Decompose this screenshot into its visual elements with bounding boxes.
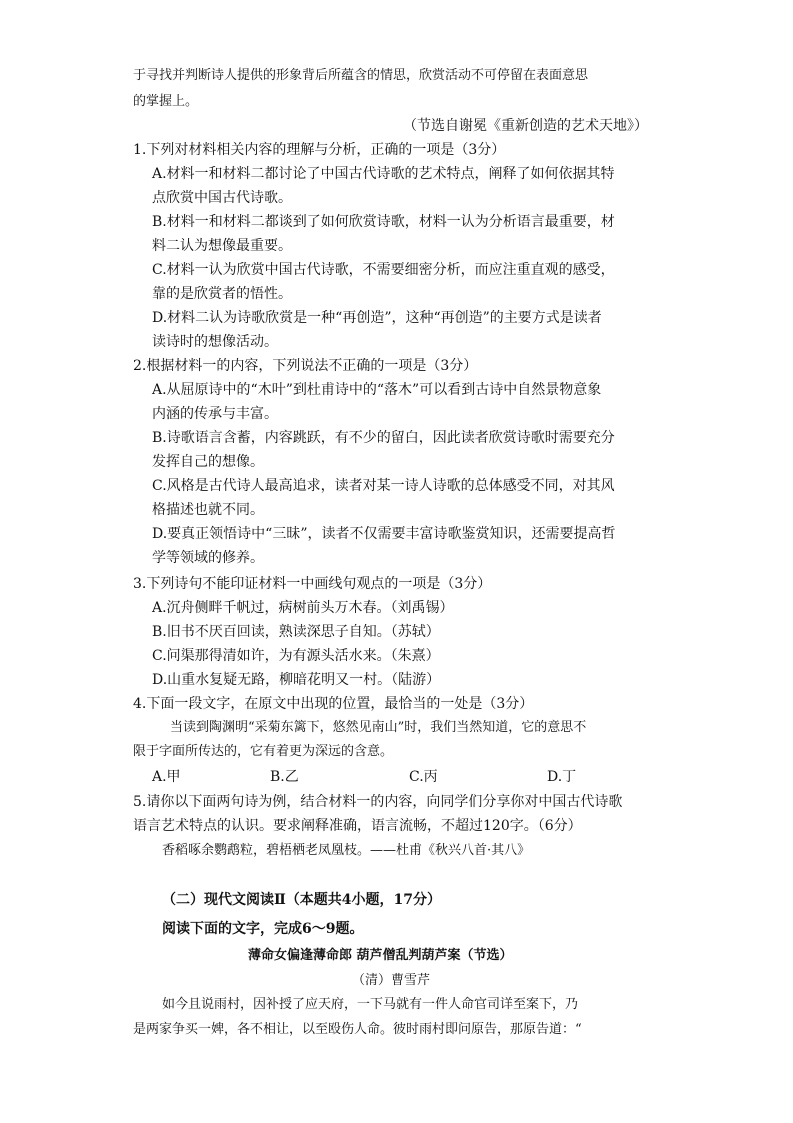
passage-author: （清）曹雪芹 — [352, 973, 431, 988]
q2-stem: 2.根据材料一的内容，下列说法不正确的一项是（3分） — [133, 358, 478, 374]
q2-option-b-cont: 发挥自己的想像。 — [152, 454, 264, 470]
section-instruction: 阅读下面的文字，完成6～9题。 — [162, 921, 364, 937]
q5-stem-cont: 语言艺术特点的认识。要求阐释准确，语言流畅，不超过120字。（6分） — [133, 818, 582, 834]
q4-stem: 4.下面一段文字，在原文中出现的位置，最恰当的一处是（3分） — [133, 696, 534, 712]
q4-quote-line-1: 当读到陶渊明“采菊东篱下，悠然见南山”时，我们当然知道，它的意思不 — [170, 720, 587, 735]
q1-option-c: C.材料一认为欣赏中国古代诗歌，不需要细密分析，而应注重直观的感受， — [152, 262, 615, 278]
q4-option-c: C.丙 — [409, 769, 438, 785]
q2-option-b: B.诗歌语言含蓄，内容跳跃，有不少的留白，因此读者欣赏诗歌时需要充分 — [152, 430, 615, 446]
q1-stem: 1.下列对材料相关内容的理解与分析，正确的一项是（3分） — [133, 142, 506, 158]
q2-option-c: C.风格是古代诗人最高追求，读者对某一诗人诗歌的总体感受不同，对其风 — [152, 478, 615, 494]
intro-line-1: 于寻找并判断诗人提供的形象背后所蕴含的情思，欣赏活动不可停留在表面意思 — [133, 68, 589, 83]
passage-para-line-2: 是两家争买一婢，各不相让，以至殴伤人命。彼时雨村即问原告，那原告道：“ — [133, 1022, 582, 1037]
q2-option-a-cont: 内涵的传承与丰富。 — [152, 406, 278, 422]
q2-option-d-cont: 学等领域的修养。 — [152, 550, 264, 566]
q1-option-b-cont: 料二认为想像最重要。 — [152, 238, 292, 254]
q4-option-a: A.甲 — [152, 769, 181, 785]
section-heading: （二）现代文阅读Ⅱ（本题共4小题，17分） — [162, 892, 442, 908]
q3-option-a: A.沉舟侧畔千帆过，病树前头万木春。（刘禹锡） — [152, 600, 454, 616]
q4-option-b: B.乙 — [270, 769, 299, 785]
q1-option-c-cont: 靠的是欣赏者的悟性。 — [152, 286, 292, 302]
q3-option-d: D.山重水复疑无路，柳暗花明又一村。（陆游） — [152, 672, 441, 688]
q1-option-a-cont: 点欣赏中国古代诗歌。 — [152, 190, 292, 206]
q2-option-a: A.从屈原诗中的“木叶”到杜甫诗中的“落木”可以看到古诗中自然景物意象 — [152, 382, 602, 398]
intro-line-2: 的掌握上。 — [133, 94, 199, 109]
q1-option-a: A.材料一和材料二都讨论了中国古代诗歌的艺术特点，阐释了如何依据其特 — [152, 166, 615, 182]
q2-option-d: D.要真正领悟诗中“三昧”，读者不仅需要丰富诗歌鉴赏知识，还需要提高哲 — [152, 526, 616, 542]
q2-option-c-cont: 格描述也就不同。 — [152, 502, 264, 518]
q4-option-d: D.丁 — [547, 769, 577, 785]
q3-option-b: B.旧书不厌百回读，熟读深思子自知。（苏轼） — [152, 624, 440, 640]
q1-option-d-cont: 读诗时的想像活动。 — [152, 334, 278, 350]
passage-title: 薄命女偏逢薄命郎 葫芦僧乱判葫芦案（节选） — [248, 948, 513, 963]
q3-option-c: C.问渠那得清如许，为有源头活水来。（朱熹） — [152, 648, 440, 664]
q1-option-d: D.材料二认为诗歌欣赏是一种“再创造”，这种“再创造”的主要方式是读者 — [152, 310, 602, 326]
q1-option-b: B.材料一和材料二都谈到了如何欣赏诗歌，材料一认为分析语言最重要，材 — [152, 214, 615, 230]
q4-quote-line-2: 限于字面所传达的，它有着更为深远的含意。 — [133, 744, 394, 759]
q3-stem: 3.下列诗句不能印证材料一中画线句观点的一项是（3分） — [133, 576, 492, 592]
source-citation: （节选自谢冕《重新创造的艺术天地》） — [403, 118, 648, 134]
q5-poem: 香稻啄余鹦鹉粒，碧梧栖老凤凰枝。——杜甫《秋兴八首·其八》 — [162, 843, 531, 858]
passage-para-line-1: 如今且说雨村，因补授了应天府，一下马就有一件人命官司详至案下，乃 — [162, 997, 579, 1012]
q5-stem: 5.请你以下面两句诗为例，结合材料一的内容，向同学们分享你对中国古代诗歌 — [133, 794, 623, 810]
